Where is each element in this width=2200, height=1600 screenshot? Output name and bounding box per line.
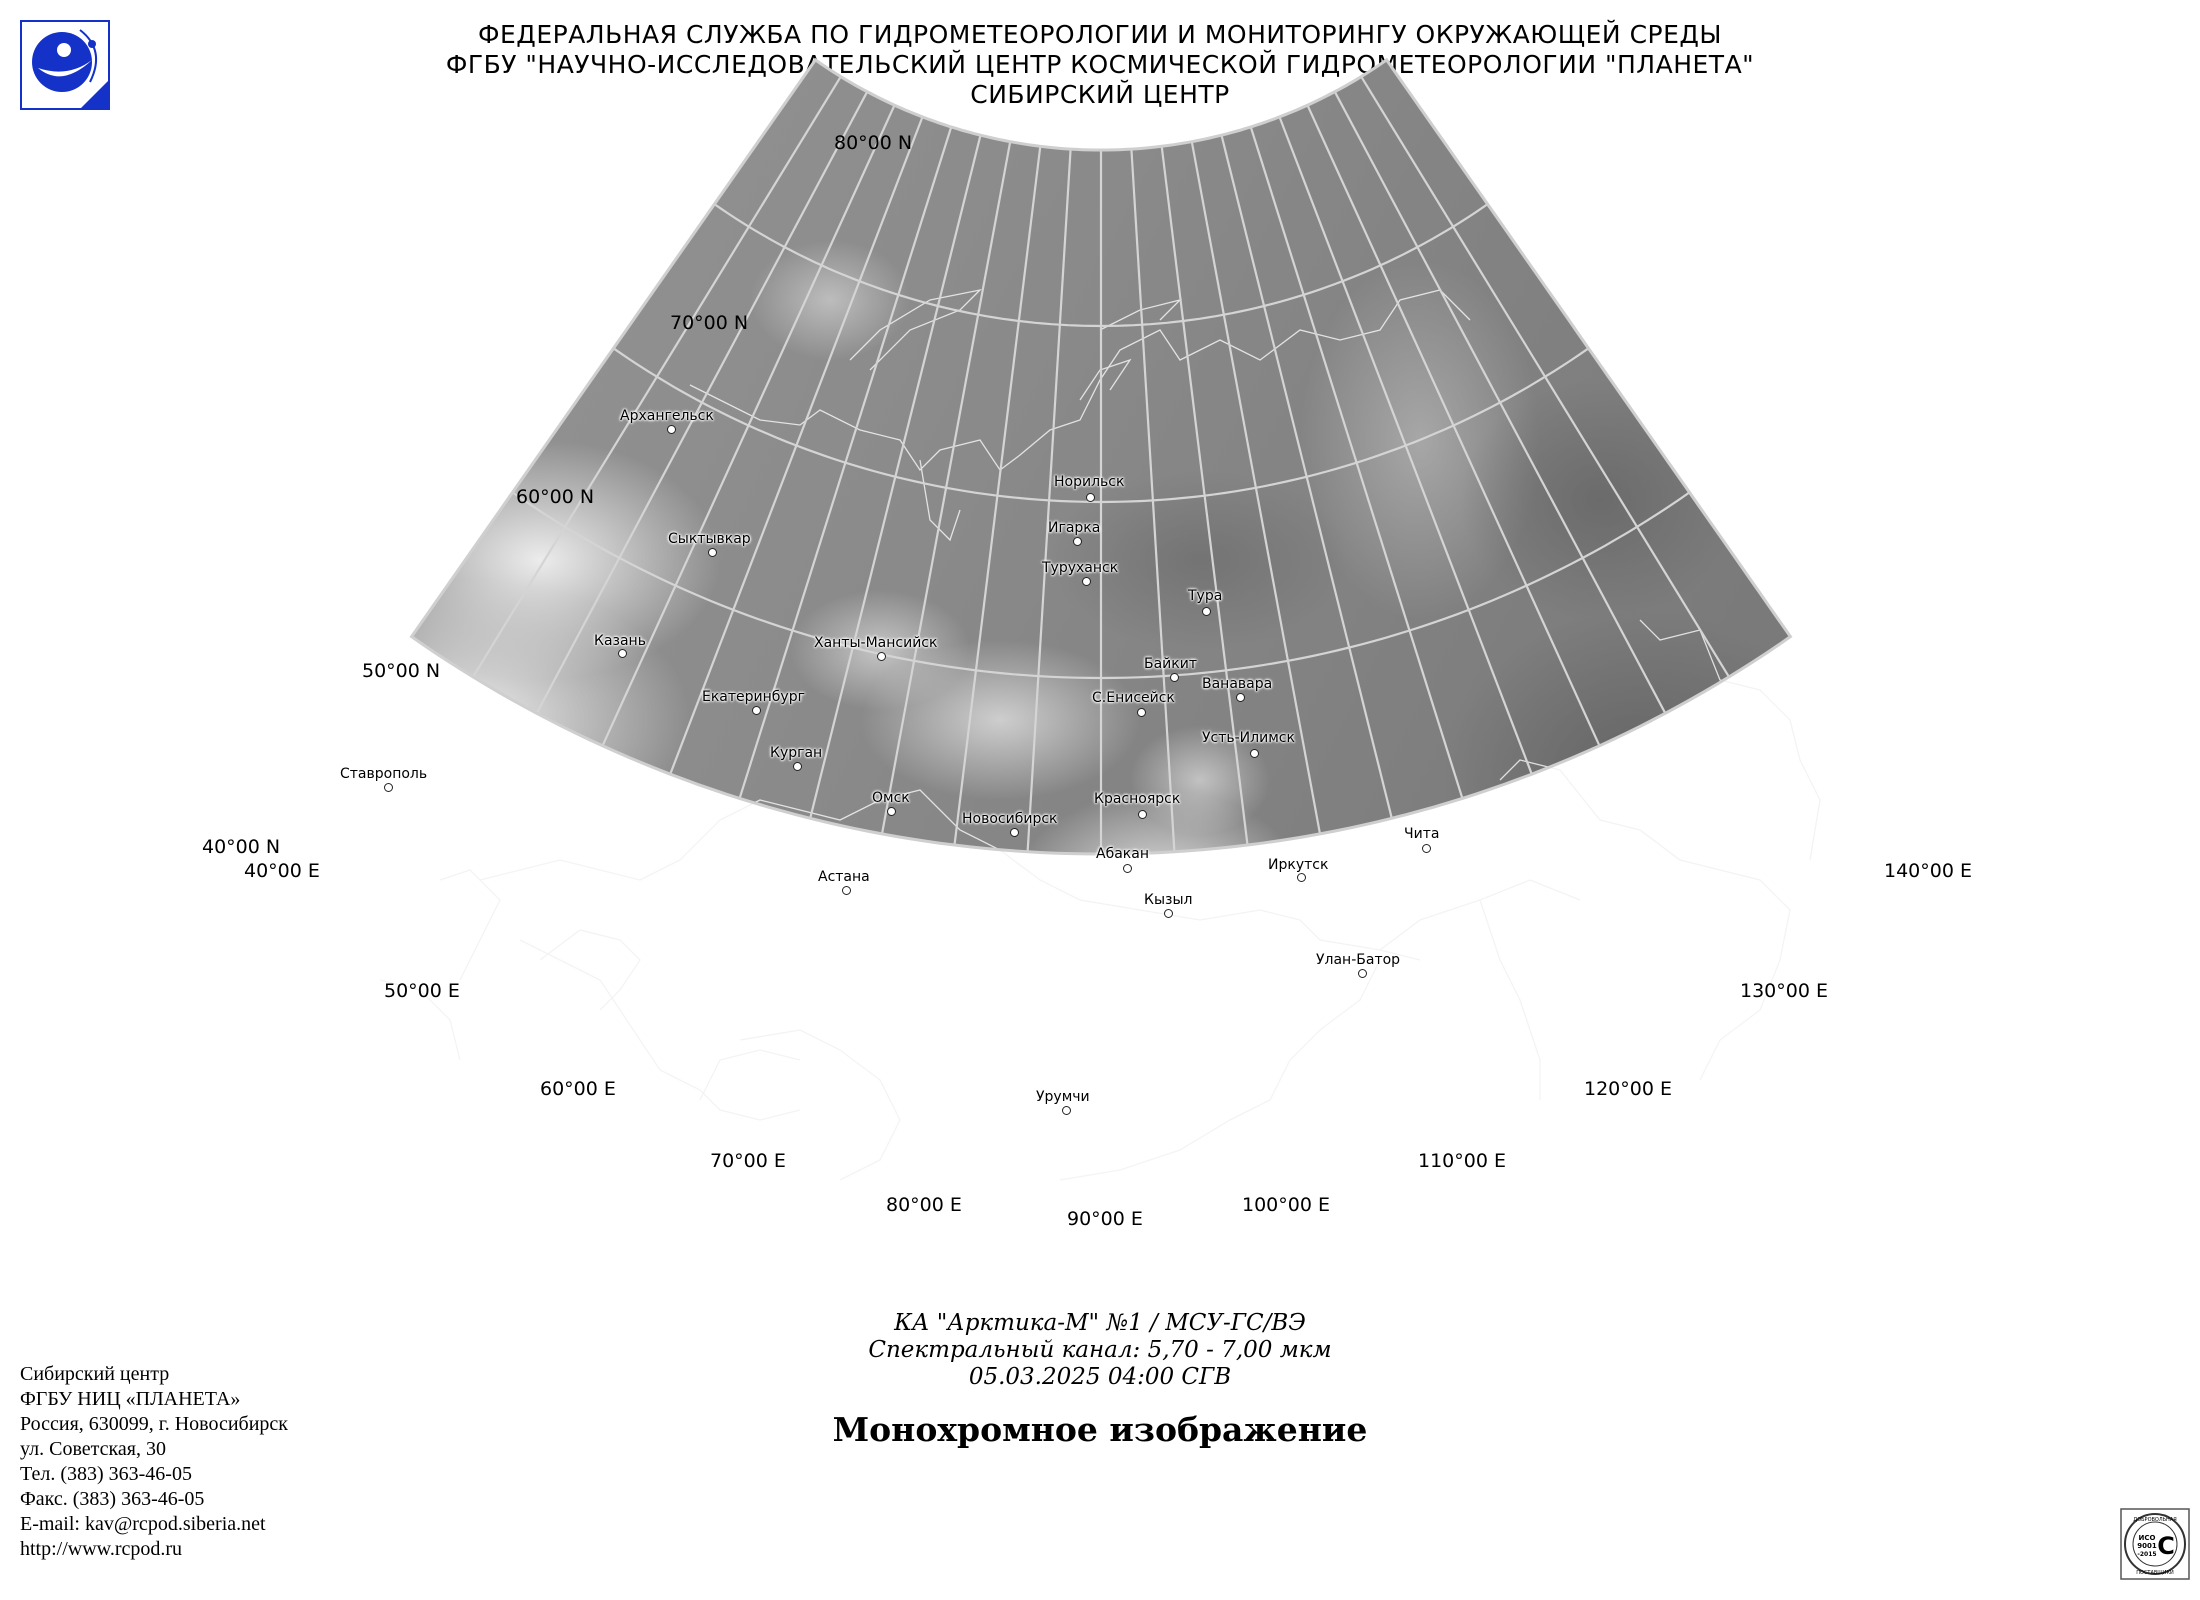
city-dot (842, 886, 851, 895)
contact-block (20, 1362, 288, 1562)
lon-label-70: 70°00 E (710, 1150, 786, 1172)
lon-label-80: 80°00 E (886, 1194, 962, 1216)
contact-line: Тел. (383) 363-46-05 (20, 1463, 192, 1485)
caption-satellite: КА "Арктика-М" №1 / МСУ-ГС/ВЭ (894, 1310, 1306, 1336)
city-label: Курган (770, 745, 823, 761)
city-label: Омск (872, 790, 910, 806)
lon-label-140: 140°00 E (1884, 860, 1972, 882)
city-dot (1086, 493, 1095, 502)
city-dot (384, 783, 393, 792)
city-dot (887, 807, 896, 816)
city-label: Иркутск (1268, 857, 1329, 873)
lon-label-40: 40°00 E (244, 860, 320, 882)
lon-label-50: 50°00 E (384, 980, 460, 1002)
city-label: Игарка (1048, 520, 1101, 536)
caption-datetime: 05.03.2025 04:00 СГВ (968, 1364, 1232, 1390)
city-label: Улан-Батор (1316, 952, 1401, 968)
city-label: Байкит (1144, 656, 1197, 672)
svg-text:ПОСТАВЩИКИ: ПОСТАВЩИКИ (2136, 1570, 2174, 1576)
city-label: Астана (818, 869, 870, 885)
city-label: Ставрополь (340, 766, 428, 782)
city-dot (708, 548, 717, 557)
city-dot (1250, 749, 1259, 758)
city-dot (1358, 969, 1367, 978)
header-line-1: ФЕДЕРАЛЬНАЯ СЛУЖБА ПО ГИДРОМЕТЕОРОЛОГИИ И МОНИТОРИНГУ ОКРУЖАЮЩЕЙ СРЕДЫ (477, 20, 1722, 49)
lat-label-80: 80°00 N (834, 132, 913, 154)
city-label: Ванавара (1202, 676, 1273, 692)
caption-channel: Спектральный канал: 5,70 - 7,00 мкм (868, 1337, 1332, 1363)
svg-text:ДОБРОВОЛЬНАЯ: ДОБРОВОЛЬНАЯ (2133, 1517, 2177, 1523)
contact-line: Сибирский центр (20, 1363, 170, 1385)
city-label: Екатеринбург (702, 689, 805, 705)
city-dot (793, 762, 802, 771)
svg-text:-2015: -2015 (2137, 1551, 2157, 1558)
contact-email: E-mail: kav@rcpod.siberia.net (20, 1513, 266, 1535)
city-dot (1202, 607, 1211, 616)
city-label: Сыктывкар (668, 531, 751, 547)
city-label: Тура (1188, 588, 1223, 604)
header-line-2: ФГБУ "НАУЧНО-ИССЛЕДОВАТЕЛЬСКИЙ ЦЕНТР КОСМИЧЕСКОЙ ГИДРОМЕТЕОРОЛОГИИ "ПЛАНЕТА" (445, 50, 1755, 79)
city-dot (618, 649, 627, 658)
city-dot (1138, 810, 1147, 819)
city-dot (1062, 1106, 1071, 1115)
city-label: Усть-Илимск (1202, 730, 1295, 746)
contact-line: ул. Советская, 30 (20, 1438, 166, 1460)
city-dot (667, 425, 676, 434)
lat-label-40: 40°00 N (202, 836, 281, 858)
city-dot (1010, 828, 1019, 837)
city-dot (1137, 708, 1146, 717)
city-label: Красноярск (1094, 791, 1181, 807)
lon-label-100: 100°00 E (1242, 1194, 1330, 1216)
lat-label-70: 70°00 N (670, 312, 749, 334)
contact-line: Россия, 630099, г. Новосибирск (20, 1413, 289, 1435)
city-dot (1297, 873, 1306, 882)
city-label: Норильск (1054, 474, 1125, 490)
city-label: Архангельск (620, 408, 714, 424)
iso-certificate-seal (2120, 1508, 2190, 1580)
city-dot (1422, 844, 1431, 853)
city-label: Ханты-Мансийск (814, 635, 938, 651)
city-dot (1123, 864, 1132, 873)
city-label: Туруханск (1042, 560, 1119, 576)
city-dot (1082, 577, 1091, 586)
lon-label-90: 90°00 E (1067, 1208, 1143, 1230)
city-label: Урумчи (1036, 1089, 1090, 1105)
city-label: С.Енисейск (1092, 690, 1175, 706)
svg-text:С: С (2157, 1532, 2175, 1560)
header-line-3: СИБИРСКИЙ ЦЕНТР (970, 80, 1230, 109)
city-dot (752, 706, 761, 715)
city-dot (1073, 537, 1082, 546)
city-dot (1170, 673, 1179, 682)
city-label: Казань (594, 633, 646, 649)
svg-text:9001: 9001 (2137, 1542, 2157, 1550)
city-label: Кызыл (1144, 892, 1193, 908)
city-dot (1164, 909, 1173, 918)
lon-label-130: 130°00 E (1740, 980, 1828, 1002)
lon-label-110: 110°00 E (1418, 1150, 1506, 1172)
svg-text:ИСО: ИСО (2138, 1534, 2156, 1542)
contact-website: http://www.rcpod.ru (20, 1538, 183, 1560)
contact-line: Факс. (383) 363-46-05 (20, 1488, 205, 1510)
lon-label-120: 120°00 E (1584, 1078, 1672, 1100)
lon-label-60: 60°00 E (540, 1078, 616, 1100)
lat-label-60: 60°00 N (516, 486, 595, 508)
city-label: Новосибирск (962, 811, 1058, 827)
contact-line: ФГБУ НИЦ «ПЛАНЕТА» (20, 1388, 241, 1410)
city-dot (1236, 693, 1245, 702)
city-label: Чита (1404, 826, 1440, 842)
lat-label-50: 50°00 N (362, 660, 441, 682)
product-title: Монохромное изображение (832, 1410, 1368, 1449)
city-label: Абакан (1096, 846, 1149, 862)
city-dot (877, 652, 886, 661)
